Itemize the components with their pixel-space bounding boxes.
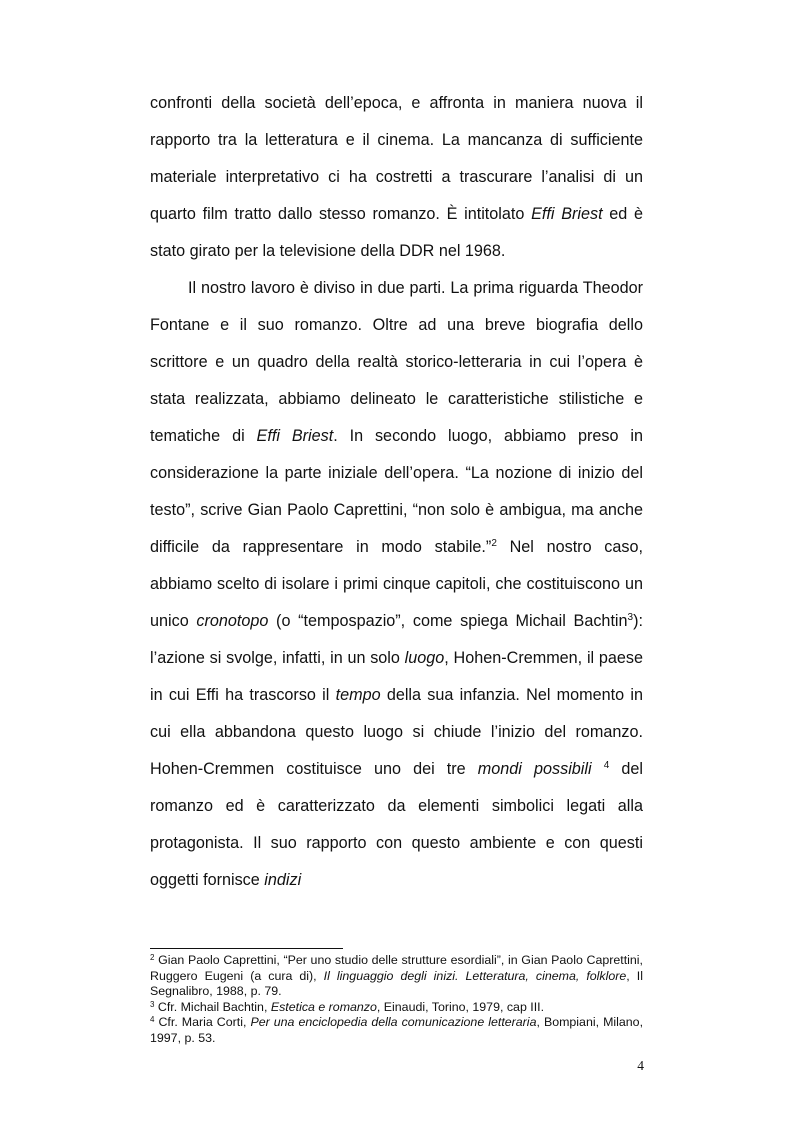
- text-run: . In secondo luogo, abbiamo preso in considerazione la parte iniziale dell’opera. “La nozione di inizio del testo”, scrive Gian Paolo Caprettini, “non solo è ambigua, ma anche difficile da rappresentare in modo stabile.”: [150, 427, 643, 556]
- italic-term: mondi possibili: [477, 760, 592, 778]
- italic-term: cronotopo: [196, 612, 269, 630]
- paragraph-2: [150, 270, 643, 899]
- footnote-2: [150, 953, 643, 1000]
- text-run: , Einaudi, Torino, 1979, cap III.: [376, 999, 545, 1014]
- text-run: (o “tempospazio”, come spiega Michail Bachtin: [268, 612, 628, 630]
- footnote-4: [150, 1015, 643, 1046]
- page-number: 4: [637, 1058, 644, 1073]
- text-run: confronti della società dell’epoca, e affronta in maniera nuova il rapporto tra la letteratura e il cinema. La mancanza di sufficiente materiale interpretativo ci ha costretti a trascurare l’analisi di un quarto film tratto dallo stesso romanzo. È intitolato: [150, 94, 643, 223]
- italic-title: Per una enciclopedia della comunicazione letteraria: [250, 1015, 537, 1029]
- footnote-number: 4: [150, 1015, 155, 1024]
- italic-term: luogo: [404, 649, 445, 667]
- footnotes: [150, 953, 643, 1046]
- footnote-3: [150, 1000, 643, 1016]
- text-run: ed è stato girato per la televisione della DDR nel 1968.: [150, 205, 643, 260]
- italic-term: indizi: [264, 871, 302, 889]
- main-text: [150, 85, 643, 899]
- italic-title: Estetica e romanzo: [270, 999, 377, 1014]
- text-run: , Bompiani, Milano, 1997, p. 53.: [150, 1015, 644, 1045]
- text-run: Il nostro lavoro è diviso in due parti. La prima riguarda Theodor Fontane e il suo romanzo. Oltre ad una breve biografia dello scrittore e un quadro della realtà storico-letteraria in cui l’opera è stata realizzata, abbiamo delineato le caratteristiche stilistiche e tematiche di: [150, 279, 643, 445]
- footnote-reference: 2: [491, 538, 497, 549]
- footnote-number: 2: [150, 953, 155, 962]
- text-run: Gian Paolo Caprettini, “Per uno studio delle strutture esordiali”, in Gian Paolo Caprettini, Ruggero Eugeni (a cura di),: [150, 953, 643, 983]
- text-run: , Hohen-Cremmen, il paese in cui Effi ha trascorso il: [150, 649, 643, 704]
- footnote-number: 3: [150, 999, 155, 1009]
- footnote-reference: 4: [603, 760, 610, 771]
- text-run: Nel nostro caso, abbiamo scelto di isolare i primi cinque capitoli, che costituiscono un unico: [150, 538, 643, 630]
- text-run: della sua infanzia. Nel momento in cui ella abbandona questo luogo si chiude l’inizio del romanzo. Hohen-Cremmen costituisce uno dei tre: [150, 686, 643, 778]
- text-run: ): l’azione si svolge, infatti, in un solo: [150, 612, 643, 667]
- paragraph-1: [150, 85, 643, 270]
- footnote-separator: [150, 948, 343, 949]
- text-run: Cfr. Maria Corti,: [154, 1015, 251, 1029]
- footnote-reference: 3: [627, 612, 634, 623]
- text-run: [592, 760, 604, 778]
- text-run: Cfr. Michail Bachtin,: [154, 999, 271, 1014]
- text-run: , Il Segnalibro, 1988, p. 79.: [150, 968, 643, 998]
- italic-title: Il linguaggio degli inizi. Letteratura, cinema, folklore: [323, 968, 627, 983]
- italic-title: Effi Briest: [256, 427, 334, 445]
- italic-title: Effi Briest: [531, 205, 603, 223]
- italic-term: tempo: [335, 686, 381, 704]
- text-run: del romanzo ed è caratterizzato da elementi simbolici legati alla protagonista. Il suo rapporto con questo ambiente e con questi oggetti fornisce: [150, 760, 643, 889]
